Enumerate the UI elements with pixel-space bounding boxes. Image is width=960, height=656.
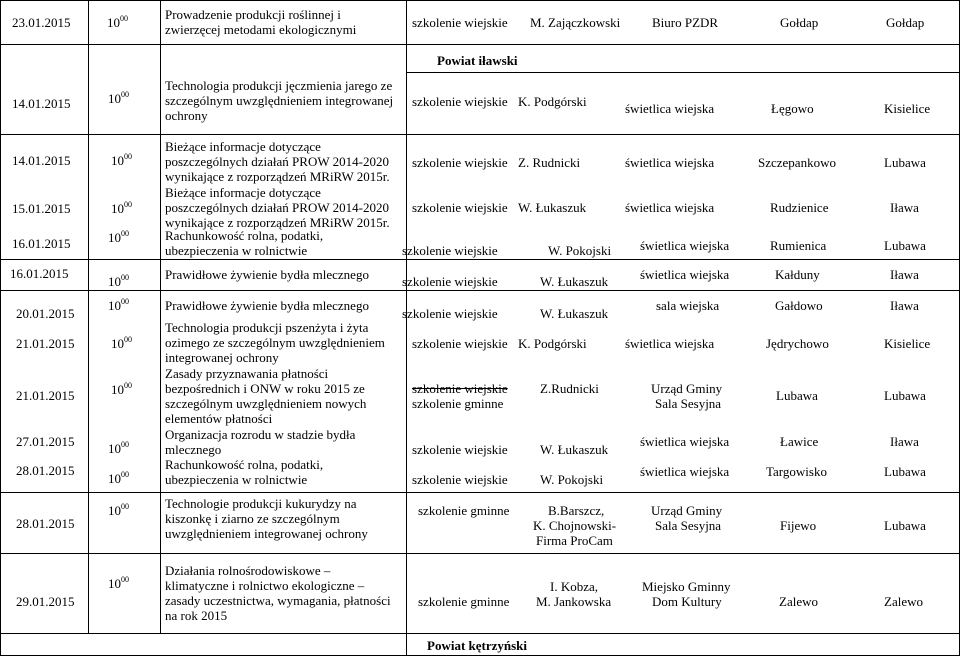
hour-cell xyxy=(111,153,132,168)
form-cell: szkolenie wiejskie xyxy=(412,200,508,215)
town-cell: Rudzienice xyxy=(770,200,829,215)
gmina-cell: Iława xyxy=(890,267,919,282)
topic-cell: Technologie produkcji kukurydzy na kiszonkę i ziarno ze szczególnym uwzględnieniem integrowanej ochrony xyxy=(165,496,368,541)
row-line xyxy=(0,633,960,634)
minute-value: 00 xyxy=(124,381,132,390)
place-cell-2: Sala Sesyjna xyxy=(655,518,722,533)
town-cell: Ławice xyxy=(780,434,819,449)
row-line xyxy=(0,259,960,260)
row-line xyxy=(0,134,960,135)
minute-value: 00 xyxy=(124,152,132,161)
lecturer-cell: W. Pokojski xyxy=(548,243,612,258)
gmina-cell: Lubawa xyxy=(884,238,926,253)
town-cell: Targowisko xyxy=(766,464,827,479)
minute-value: 00 xyxy=(121,90,129,99)
hour-value: 10 xyxy=(111,153,124,168)
place-cell: Biuro PZDR xyxy=(652,15,719,30)
date-cell: 14.01.2015 xyxy=(12,96,71,111)
form-cell: szkolenie gminne xyxy=(418,594,510,609)
minute-value: 00 xyxy=(124,200,132,209)
section-header-ilawski: Powiat iławski xyxy=(437,53,518,68)
hour-cell xyxy=(111,382,132,397)
town-cell: Szczepankowo xyxy=(758,155,836,170)
topic-cell: Działania rolnośrodowiskowe – klimatyczne i rolnictwo ekologiczne – zasady uczestnictwa, wymagania, płatności na rok 2015 xyxy=(165,563,391,623)
place-cell: Urząd Gminy xyxy=(651,381,723,396)
lecturer-cell: Z. Rudnicki xyxy=(518,155,581,170)
date-cell: 27.01.2015 xyxy=(16,434,75,449)
date-cell: 28.01.2015 xyxy=(16,516,75,531)
gmina-cell: Iława xyxy=(890,434,919,449)
hour-cell xyxy=(111,201,132,216)
town-cell: Rumienica xyxy=(770,238,827,253)
town-cell: Lubawa xyxy=(776,388,818,403)
hour-value: 10 xyxy=(107,15,120,30)
topic-cell: Prawidłowe żywienie bydła mlecznego xyxy=(165,298,369,313)
date-cell: 23.01.2015 xyxy=(12,15,71,30)
hour-cell xyxy=(107,15,128,30)
hour-cell xyxy=(108,230,129,245)
hour-value: 10 xyxy=(108,441,121,456)
hour-cell xyxy=(108,503,129,518)
form-cell: szkolenie wiejskie xyxy=(412,155,508,170)
lecturer-cell-2: M. Jankowska xyxy=(536,594,612,609)
place-cell: świetlica wiejska xyxy=(640,434,730,449)
hour-value: 10 xyxy=(111,336,124,351)
lecturer-cell: K. Podgórski xyxy=(518,94,587,109)
town-cell: Gołdap xyxy=(780,15,819,30)
minute-value: 00 xyxy=(120,14,128,23)
hour-value: 10 xyxy=(108,298,121,313)
date-cell: 15.01.2015 xyxy=(12,201,71,216)
town-cell: Gałdowo xyxy=(775,298,823,313)
hour-cell xyxy=(108,471,129,486)
date-cell: 16.01.2015 xyxy=(10,266,69,281)
minute-value: 00 xyxy=(121,575,129,584)
place-cell: sala wiejska xyxy=(656,298,720,313)
hour-cell xyxy=(111,336,132,351)
form-cell: szkolenie wiejskie xyxy=(412,15,508,30)
hour-cell xyxy=(108,298,129,313)
row-line xyxy=(0,553,960,554)
hour-cell xyxy=(108,576,129,591)
place-cell: świetlica wiejska xyxy=(625,336,715,351)
gmina-cell: Gołdap xyxy=(886,15,925,30)
topic-cell: Technologia produkcji jęczmienia jarego ze szczególnym uwzględnieniem integrowanej ochrony xyxy=(165,78,394,123)
gmina-cell: Lubawa xyxy=(884,518,926,533)
hour-value: 10 xyxy=(108,230,121,245)
row-line xyxy=(0,290,960,291)
form-cell: szkolenie wiejskie xyxy=(412,381,508,396)
place-cell: świetlica wiejska xyxy=(640,267,730,282)
lecturer-cell: Z.Rudnicki xyxy=(540,381,599,396)
lecturer-cell: W. Łukaszuk xyxy=(540,306,609,321)
minute-value: 00 xyxy=(121,502,129,511)
lecturer-cell: W. Łukaszuk xyxy=(540,274,609,289)
row-line xyxy=(406,72,960,73)
date-cell: 21.01.2015 xyxy=(16,336,75,351)
date-cell: 29.01.2015 xyxy=(16,594,75,609)
hour-value: 10 xyxy=(108,471,121,486)
place-cell: Urząd Gminy xyxy=(651,503,723,518)
col-line xyxy=(160,0,161,633)
col-line xyxy=(0,0,1,656)
gmina-cell: Iława xyxy=(890,298,919,313)
form-cell: szkolenie wiejskie xyxy=(402,306,498,321)
minute-value: 00 xyxy=(121,229,129,238)
town-cell: Fijewo xyxy=(780,518,817,533)
place-cell: świetlica wiejska xyxy=(625,200,715,215)
form-cell: szkolenie gminne xyxy=(418,503,510,518)
gmina-cell: Kisielice xyxy=(884,336,931,351)
gmina-cell: Zalewo xyxy=(884,594,923,609)
hour-cell xyxy=(108,441,129,456)
lecturer-cell: M. Zajączkowski xyxy=(530,15,621,30)
topic-cell: Organizacja rozrodu w stadzie bydła mlecznego xyxy=(165,427,356,457)
lecturer-cell-2: K. Chojnowski- xyxy=(533,518,617,533)
topic-cell: Zasady przyznawania płatności bezpośrednich i ONW w roku 2015 ze szczególnym uwzględnieniem nowych elementów płatności xyxy=(165,366,367,426)
town-cell: Zalewo xyxy=(779,594,818,609)
lecturer-cell: W. Łukaszuk xyxy=(518,200,587,215)
minute-value: 00 xyxy=(124,335,132,344)
topic-cell: Prawidłowe żywienie bydła mlecznego xyxy=(165,267,369,282)
row-line-top xyxy=(0,0,960,1)
place-cell: świetlica wiejska xyxy=(625,155,715,170)
form-cell: szkolenie wiejskie xyxy=(402,274,498,289)
town-cell: Łęgowo xyxy=(771,101,814,116)
col-line xyxy=(406,0,407,656)
lecturer-cell: W. Łukaszuk xyxy=(540,442,609,457)
hour-value: 10 xyxy=(108,503,121,518)
form-cell: szkolenie wiejskie xyxy=(412,472,508,487)
lecturer-cell: K. Podgórski xyxy=(518,336,587,351)
gmina-cell: Iława xyxy=(890,200,919,215)
date-cell: 14.01.2015 xyxy=(12,153,71,168)
topic-cell: Rachunkowość rolna, podatki, ubezpieczenia w rolnictwie xyxy=(165,457,324,487)
gmina-cell: Lubawa xyxy=(884,155,926,170)
minute-value: 00 xyxy=(121,440,129,449)
minute-value: 00 xyxy=(121,470,129,479)
hour-cell xyxy=(108,91,129,106)
topic-cell: Bieżące informacje dotyczące poszczególnych działań PROW 2014-2020 wynikające z rozporządzeń MRiRW 2015r. xyxy=(165,185,390,230)
place-cell: Miejsko Gminny xyxy=(642,579,731,594)
hour-cell xyxy=(108,274,129,289)
place-cell-2: Sala Sesyjna xyxy=(655,396,722,411)
date-cell: 16.01.2015 xyxy=(12,236,71,251)
date-cell: 20.01.2015 xyxy=(16,306,75,321)
row-line xyxy=(0,44,960,45)
topic-cell: Rachunkowość rolna, podatki, ubezpieczenia w rolnictwie xyxy=(165,228,324,258)
place-cell: świetlica wiejska xyxy=(640,464,730,479)
minute-value: 00 xyxy=(121,273,129,282)
date-cell: 21.01.2015 xyxy=(16,388,75,403)
topic-cell: Technologia produkcji pszenżyta i żyta ozimego ze szczególnym uwzględnieniem integrowanej ochrony xyxy=(165,320,385,365)
date-cell: 28.01.2015 xyxy=(16,463,75,478)
hour-value: 10 xyxy=(108,274,121,289)
place-cell: świetlica wiejska xyxy=(640,238,730,253)
hour-value: 10 xyxy=(111,382,124,397)
col-line xyxy=(88,0,89,633)
topic-cell: Bieżące informacje dotyczące poszczególnych działań PROW 2014-2020 wynikające z rozporządzeń MRiRW 2015r. xyxy=(165,139,390,184)
form-cell: szkolenie wiejskie xyxy=(412,336,508,351)
hour-value: 10 xyxy=(111,201,124,216)
gmina-cell: Kisielice xyxy=(884,101,931,116)
lecturer-cell: W. Pokojski xyxy=(540,472,604,487)
lecturer-cell-3: Firma ProCam xyxy=(536,533,613,548)
town-cell: Jędrychowo xyxy=(766,336,829,351)
form-cell: szkolenie wiejskie xyxy=(412,94,508,109)
lecturer-cell: I. Kobza, xyxy=(550,579,599,594)
gmina-cell: Lubawa xyxy=(884,388,926,403)
section-header-ketrzynski: Powiat kętrzyński xyxy=(427,638,528,653)
form-cell: szkolenie wiejskie xyxy=(402,243,498,258)
town-cell: Kałduny xyxy=(775,267,820,282)
minute-value: 00 xyxy=(121,297,129,306)
row-line xyxy=(0,492,960,493)
place-cell: świetlica wiejska xyxy=(625,101,715,116)
gmina-cell: Lubawa xyxy=(884,464,926,479)
lecturer-cell: B.Barszcz, xyxy=(548,503,605,518)
form-cell: szkolenie wiejskie xyxy=(412,442,508,457)
place-cell-2: Dom Kultury xyxy=(652,594,722,609)
hour-value: 10 xyxy=(108,91,121,106)
form-cell-2: szkolenie gminne xyxy=(412,396,504,411)
topic-cell: Prowadzenie produkcji roślinnej i zwierzęcej metodami ekologicznymi xyxy=(165,7,357,37)
hour-value: 10 xyxy=(108,576,121,591)
